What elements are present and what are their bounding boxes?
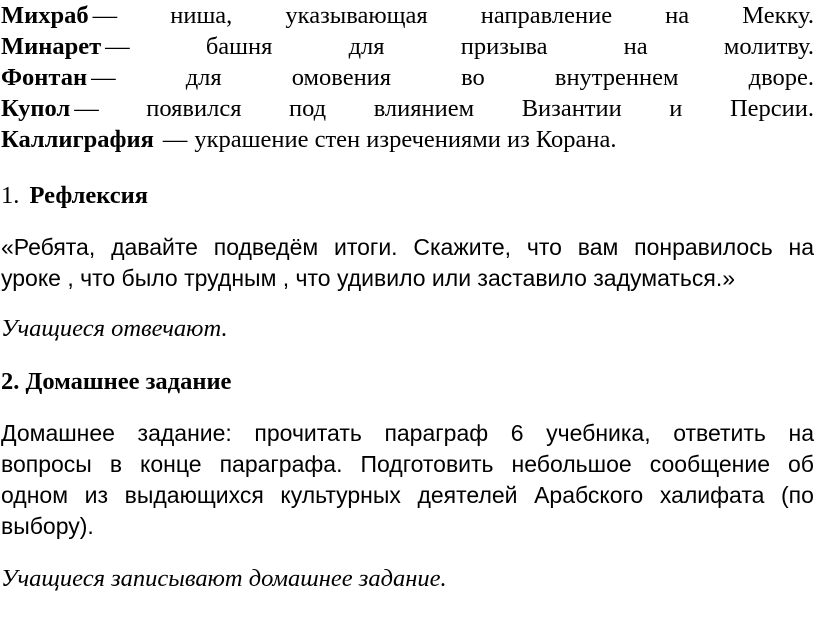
homework-text [1,418,814,542]
word: параграф [384,420,489,446]
glossary-word: Персии. [729,95,814,122]
word: Арабского [534,482,644,508]
glossary [1,0,814,155]
homework-line [1,418,814,449]
glossary-term: Михраб — [1,2,118,29]
glossary-word: омовения [291,64,392,91]
glossary-word: Мекку. [742,2,814,29]
glossary-word: внутреннем [554,64,679,91]
glossary-definition: украшение стен изречениями из Корана. [194,126,617,153]
word: из [84,482,109,508]
glossary-word: призыва [460,33,548,60]
reflection-line [1,232,814,263]
glossary-term: Минарет — [1,33,130,60]
word: Скажите, [413,234,512,260]
glossary-word: появился [146,95,242,122]
glossary-term: Фонтан — [1,64,116,91]
word: халифата [659,482,765,508]
word: сообщение [649,451,770,477]
word: ответить [673,420,766,446]
glossary-word: молитву. [723,33,814,60]
word: задание: [137,420,232,446]
reflection-title: Рефлексия [29,182,149,209]
homework-note: Учащиеся записывают домашнее задание. [1,565,447,592]
line-text: уроке , что было трудным , что удивило или заставило задуматься.» [1,265,736,291]
glossary-word: на [623,33,648,60]
word: (по [781,482,814,508]
word: подведём [213,234,319,260]
word: учебника, [546,420,651,446]
homework-heading: 2. Домашнее задание [1,368,232,395]
glossary-word: и [669,95,683,122]
glossary-row-calligraphy [1,124,814,155]
reflection-note: Учащиеся отвечают. [1,315,228,342]
word: «Ребята, [1,234,96,260]
word: Подготовить [360,451,494,477]
glossary-term: Купол — [1,95,99,122]
glossary-word: дворе. [748,64,814,91]
word: что [526,234,562,260]
word: Домашнее [1,420,115,446]
reflection-heading [1,180,814,211]
homework-line [1,511,814,542]
word: итоги. [334,234,398,260]
word: деятелей [417,482,518,508]
word: выбору). [1,513,94,539]
homework-line [1,449,814,480]
glossary-word: во [461,64,485,91]
glossary-word: под [289,95,327,122]
reflection-quote [1,232,814,294]
word: выдающихся [124,482,264,508]
glossary-word: влиянием [373,95,475,122]
word: параграфа. [219,451,343,477]
glossary-row-fountain [1,62,814,93]
word: на [788,234,814,260]
homework-line [1,480,814,511]
word: вам [577,234,619,260]
word: 6 [510,420,524,446]
word: конце [140,451,202,477]
reflection-number: 1. [1,182,20,209]
glossary-word: для [348,33,385,60]
glossary-row-mihrab [1,0,814,31]
word: одном [1,482,69,508]
glossary-word: для [185,64,222,91]
reflection-line [1,263,814,294]
word: культурных [280,482,401,508]
word: на [788,420,814,446]
word: в [109,451,123,477]
word: об [788,451,814,477]
glossary-row-minaret [1,31,814,62]
word: прочитать [254,420,362,446]
glossary-word: башня [205,33,273,60]
word: понравилось [634,234,773,260]
glossary-word: ниша, [170,2,233,29]
word: небольшое [511,451,632,477]
glossary-word: Византии [521,95,622,122]
word: вопросы [1,451,92,477]
glossary-row-dome [1,93,814,124]
glossary-word: на [665,2,690,29]
glossary-term: Каллиграфия — [1,126,188,153]
glossary-word: указывающая [285,2,428,29]
word: давайте [111,234,198,260]
glossary-word: направление [480,2,613,29]
